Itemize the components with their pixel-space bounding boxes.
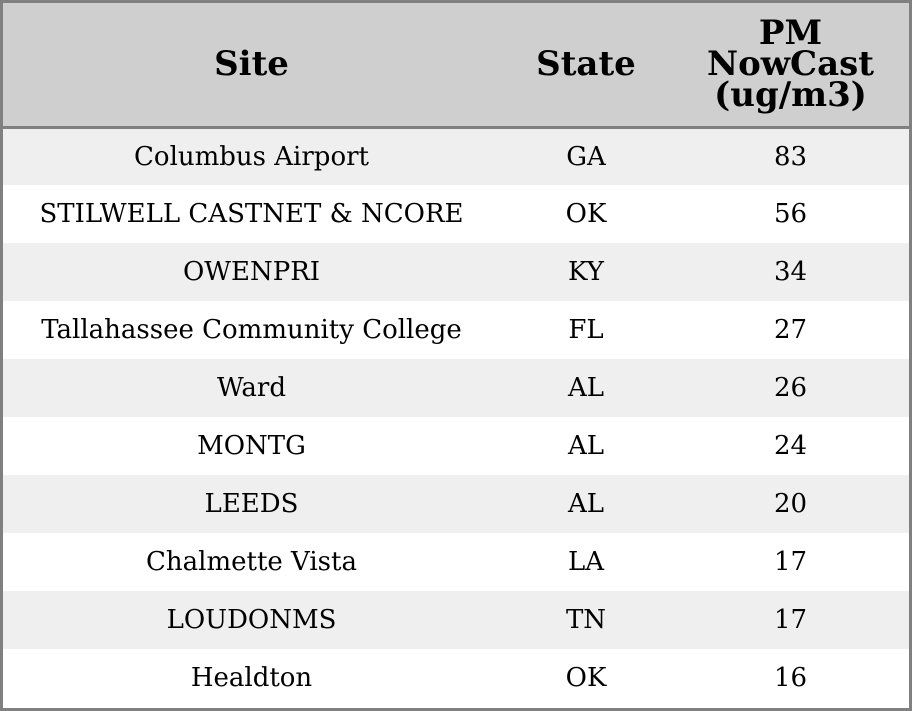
- cell-pm: 27: [773, 315, 808, 345]
- table-row: [3, 475, 909, 533]
- cell-state: OK: [565, 199, 607, 229]
- cell-state: GA: [566, 141, 606, 172]
- column-header-line: NowCast: [707, 43, 874, 84]
- column-header-line: State: [536, 43, 636, 84]
- cell-site: LOUDONMS: [166, 605, 337, 635]
- cell-state: FL: [568, 315, 604, 345]
- column-header-line: (ug/m3): [714, 74, 867, 115]
- cell-pm: 56: [773, 199, 808, 229]
- cell-site: STILWELL CASTNET & NCORE: [39, 199, 464, 229]
- column-header-state: [500, 3, 672, 127]
- cell-pm: 83: [773, 141, 808, 172]
- cell-state: KY: [568, 257, 604, 287]
- column-header-line: Site: [214, 43, 289, 84]
- cell-state: LA: [567, 547, 605, 577]
- table-row: [3, 417, 909, 475]
- column-header-site: [3, 3, 500, 127]
- cell-site: Tallahassee Community College: [41, 315, 462, 345]
- table-row: [3, 649, 909, 707]
- cell-site: Chalmette Vista: [146, 547, 357, 577]
- cell-site: Columbus Airport: [134, 141, 369, 172]
- table-row: [3, 301, 909, 359]
- table-header: [3, 3, 909, 127]
- table-row: [3, 185, 909, 243]
- table-row: [3, 359, 909, 417]
- cell-pm: 26: [773, 373, 808, 403]
- pm-nowcast-table: [3, 3, 909, 707]
- cell-pm: 24: [773, 431, 808, 461]
- cell-state: AL: [567, 373, 605, 403]
- cell-state: OK: [565, 663, 607, 693]
- cell-site: Ward: [216, 373, 287, 403]
- cell-site: OWENPRI: [182, 257, 321, 287]
- cell-pm: 17: [773, 547, 808, 577]
- cell-pm: 17: [773, 605, 808, 635]
- table-row: [3, 533, 909, 591]
- table-row: [3, 591, 909, 649]
- cell-pm: 16: [773, 663, 808, 693]
- cell-site: Healdton: [190, 663, 313, 693]
- cell-pm: 20: [773, 489, 808, 519]
- column-header-pm-nowcast: [672, 3, 909, 127]
- column-header-line: PM: [758, 12, 823, 53]
- cell-pm: 34: [773, 257, 808, 287]
- cell-state: TN: [565, 605, 607, 635]
- cell-state: AL: [567, 489, 605, 519]
- cell-state: AL: [567, 431, 605, 461]
- cell-site: LEEDS: [204, 489, 299, 519]
- table-row: [3, 243, 909, 301]
- header-row: [3, 3, 909, 127]
- cell-site: MONTG: [197, 431, 306, 461]
- table-row: [3, 127, 909, 185]
- table-body: [3, 127, 909, 707]
